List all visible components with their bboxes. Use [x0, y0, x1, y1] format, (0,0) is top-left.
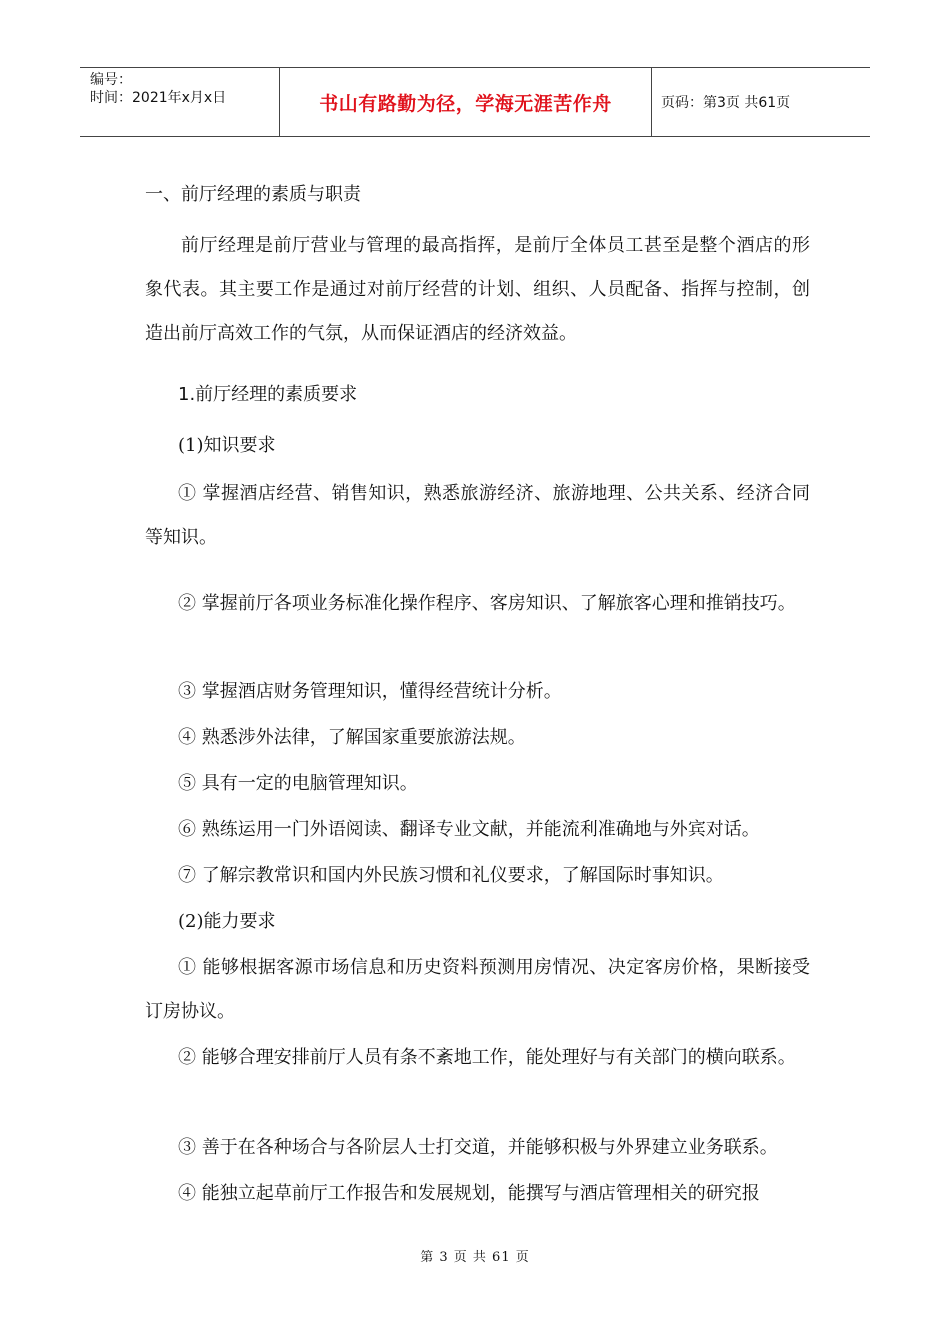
- section-title: 一、前厅经理的素质与职责: [145, 184, 361, 205]
- knowledge-item-7: ⑦ 了解宗教常识和国内外民族习惯和礼仪要求，了解国际时事知识。: [178, 865, 724, 886]
- header-page-info: 页码：第3页 共61页: [661, 95, 791, 111]
- ability-item-4: ④ 能独立起草前厅工作报告和发展规划，能撰写与酒店管理相关的研究报: [178, 1183, 760, 1204]
- header-date-label: 时间：2021年x月x日: [90, 90, 227, 106]
- knowledge-item-5: ⑤ 具有一定的电脑管理知识。: [178, 773, 418, 794]
- header-meta: [80, 68, 280, 136]
- knowledge-item-2: ② 掌握前厅各项业务标准化操作程序、客房知识、了解旅客心理和推销技巧。: [178, 593, 796, 614]
- ability-item-3: ③ 善于在各种场合与各阶层人士打交道，并能够积极与外界建立业务联系。: [178, 1137, 778, 1158]
- intro-paragraph: 前厅经理是前厅营业与管理的最高指挥，是前厅全体员工甚至是整个酒店的形象代表。其主要工作是通过对前厅经营的计划、组织、人员配备、指挥与控制，创造出前厅高效工作的气氛，从而保证酒店的经济效益。: [145, 235, 810, 344]
- knowledge-item-4: ④ 熟悉涉外法律，了解国家重要旅游法规。: [178, 727, 526, 748]
- header-number-label: 编号：: [90, 72, 132, 88]
- page-footer: 第 3 页 共 61 页: [420, 1250, 530, 1265]
- knowledge-item-1: ① 掌握酒店经营、销售知识，熟悉旅游经济、旅游地理、公共关系、经济合同等知识。: [145, 483, 810, 548]
- ability-item-1: ① 能够根据客源市场信息和历史资料预测用房情况、决定客房价格，果断接受订房协议。: [145, 957, 810, 1022]
- subsection-title: 1.前厅经理的素质要求: [178, 384, 358, 405]
- knowledge-item-3: ③ 掌握酒店财务管理知识，懂得经营统计分析。: [178, 681, 562, 702]
- document-header: [80, 67, 870, 137]
- header-motto: 书山有路勤为径，学海无涯苦作舟: [280, 68, 652, 136]
- knowledge-item-6: ⑥ 熟练运用一门外语阅读、翻译专业文献，并能流利准确地与外宾对话。: [178, 819, 760, 840]
- knowledge-title: (1)知识要求: [178, 435, 276, 456]
- ability-title: (2)能力要求: [178, 911, 276, 932]
- ability-item-2: ② 能够合理安排前厅人员有条不紊地工作，能处理好与有关部门的横向联系。: [178, 1047, 796, 1068]
